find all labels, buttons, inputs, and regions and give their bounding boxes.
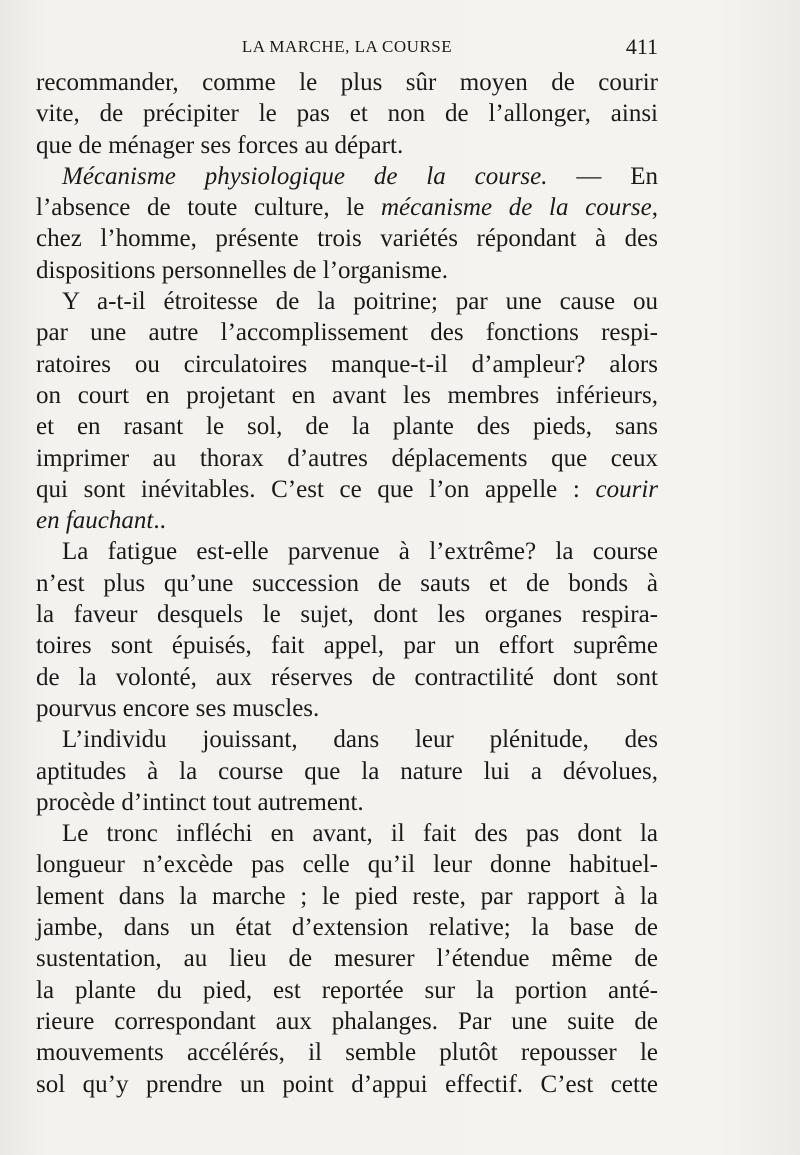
text-line: lement dans la marche ; le pied reste, par rapport à la [36, 882, 658, 910]
text-line: la plante du pied, est reportée sur la portion anté- [36, 976, 658, 1004]
text-line: sol qu’y prendre un point d’appui effectif. C’est cette [36, 1070, 658, 1098]
text-line: ratoires ou circulatoires manque-t-il d’ampleur? alors [36, 350, 658, 378]
text-line: n’est plus qu’une succession de sauts et de bonds à [36, 569, 658, 597]
running-title: LA MARCHE, LA COURSE [241, 37, 453, 56]
text-line: mouvements accélérés, il semble plutôt repousser le [36, 1039, 658, 1067]
text-line: jambe, dans un état d’extension relative; la base de [36, 914, 658, 942]
text-line: vite, de précipiter le pas et non de l’allonger, ainsi [36, 100, 658, 128]
text-line: par une autre l’accomplissement des fonctions respi- [36, 319, 658, 347]
italic-term: courir [595, 475, 658, 503]
text-line: procède d’intinct tout autrement. [36, 788, 364, 816]
page-number: 411 [625, 34, 658, 59]
text-line: rieure correspondant aux phalanges. Par une suite de [36, 1007, 658, 1035]
text-line: on court en projetant en avant les membres inférieurs, [36, 381, 658, 409]
text-line: que de ménager ses forces au départ. [36, 131, 404, 159]
text-line: pourvus encore ses muscles. [36, 694, 320, 722]
text-line: La fatigue est-elle parvenue à l’extrême? la course [62, 538, 658, 566]
text-line: la faveur desquels le sujet, dont les organes respira- [36, 601, 658, 629]
text-line: Y a-t-il étroitesse de la poitrine; par une cause ou [62, 288, 658, 316]
text-line: recommander, comme le plus sûr moyen de courir [36, 69, 658, 96]
text-line: toires sont épuisés, fait appel, par un effort suprême [36, 632, 658, 660]
text-line: Mécanisme physiologique de la course. — En [62, 162, 658, 190]
text-line: L’individu jouissant, dans leur plénitude, des [62, 726, 658, 754]
text-line: sustentation, au lieu de mesurer l’étendue même de [36, 945, 658, 973]
text-line: en fauchant.. [36, 507, 166, 535]
text-line: dispositions personnelles de l’organisme. [36, 256, 448, 284]
text-line: qui sont inévitables. C’est ce que l’on appelle : courir [36, 475, 658, 503]
text-line: aptitudes à la course que la nature lui a dévolues, [36, 757, 658, 785]
text-line: Le tronc infléchi en avant, il fait des pas dont la [62, 820, 658, 848]
text-line: de la volonté, aux réserves de contractilité dont sont [36, 663, 658, 691]
body-text [36, 67, 658, 1100]
text-line: l’absence de toute culture, le mécanisme de la course, [36, 194, 659, 222]
italic-term: en fauchant [36, 507, 154, 535]
italic-term: mécanisme de la course [381, 194, 652, 222]
text-line: longueur n’excède pas celle qu’il leur donne habituel- [36, 851, 658, 879]
text-line: chez l’homme, présente trois variétés répondant à des [36, 225, 658, 253]
text-line: imprimer au thorax d’autres déplacements que ceux [36, 444, 658, 472]
running-head [36, 30, 658, 64]
italic-heading: Mécanisme physiologique de la course. [62, 162, 548, 190]
text-line: et en rasant le sol, de la plante des pieds, sans [36, 413, 658, 441]
